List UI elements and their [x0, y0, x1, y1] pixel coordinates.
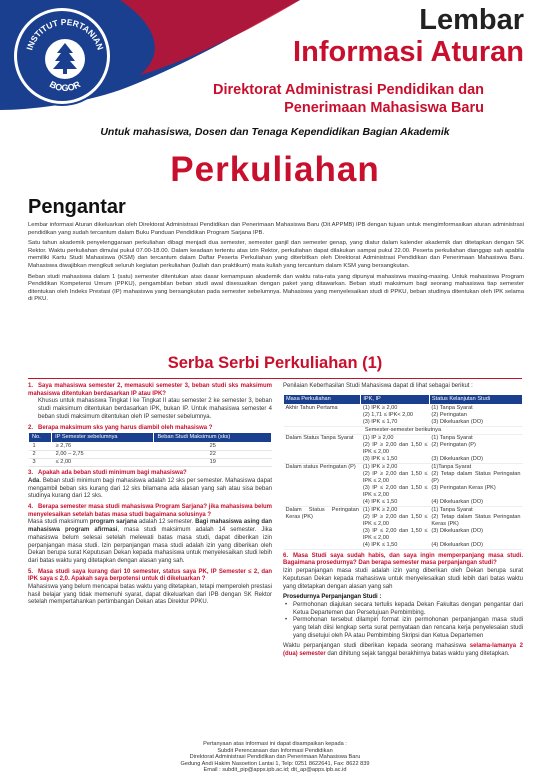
table-cell: (1) IPK ≥ 2,00 (2) 1,71 ≤ IPK< 2,00 (3) IPK ≤ 1,70	[361, 404, 430, 426]
intro-text	[28, 222, 524, 307]
table-cell: (1) Tanpa Syarat (2) Peringatan (3) Dikeluarkan (DO)	[429, 404, 522, 426]
svg-text:INSTITUT PERTANIAN: INSTITUT PERTANIAN	[24, 16, 106, 52]
table-header: IP Semester sebelumnya	[52, 433, 154, 443]
procedure-bullet: • Permohonan tersebut dilampiri format izin permohonan perpanjangan masa studi yang telah diisi lengkap serta surat pernyataan dan rencana kerja penyelesaian studi yang disetujui oleh PA atau Pembimbing Skripsi dan Ketua Departemen	[283, 617, 523, 640]
question-3: 3. Apakah ada beban studi minimum bagi mahasiswa?	[28, 470, 187, 477]
question-6: 6. Masa Studi saya sudah habis, dan saya ingin memperpanjang masa studi. Bagaimana prosedurnya? Dan berapa semester masa perpanjangan studi?	[283, 552, 523, 567]
footer-line: Gedung Andi Hakim Nasoetion Lantai 1, Telp: 0251 8622641, Fax: 8622 839	[180, 760, 370, 767]
table-row	[284, 506, 523, 549]
extension-note: Waktu perpanjangan studi diberikan kepada seorang mahasiswa selama-lamanya 2 (dua) semester dan dihitung sejak tanggal berakhirnya batas waktu yang ditetapkan.	[283, 643, 523, 658]
answer-5: Mahasiswa yang belum mencapai batas waktu yang ditetapkan, tetapi memperoleh prestasi hasil belajar yang tidak memenuhi syarat, dapat dikeluarkan dari IPB dengan SK Rektor setelah mempertahankan pertimbangan Dekan atas Direktur PPKU.	[28, 584, 272, 606]
footer-line: Subdit Perencanaan dan Informasi Pendidikan	[217, 747, 333, 754]
footer-line: Email : subdit_pip@apps.ipb.ac.id; dit_ap@apps.ipb.ac.id	[203, 767, 347, 774]
header	[0, 0, 550, 150]
table-cell: Akhir Tahun Pertama	[284, 404, 361, 426]
directorate-line2: Penerimaan Mahasiswa Baru	[284, 100, 484, 116]
right-column	[283, 383, 523, 659]
answer-1: Khusus untuk mahasiswa Tingkat I ke Tingkat II atau semester 2 ke semester 3, beban studi maksimum ditentukan berdasarkan IPK, bukan IP. Untuk mahasiswa semester 4 beban studi maksimum ditentukan oleh IP semester sebelumnya.	[38, 398, 272, 420]
table-cell: (1) IPK ≥ 2,00 (2) IP ≥ 2,00 dan 1,50 ≤ IPK ≤ 2,00 (3) IP ≤ 2,00 dan 1,50 ≤ IPK ≤ 2,00 (4) IPK ≤ 1,50	[362, 463, 428, 505]
procedure-bullet: • Permohonan diajukan secara tertulis kepada Dekan Fakultas dengan pengantar dari Ketua Departemen dan Persetujuan Pembimbing.	[283, 602, 523, 617]
table-cell: Semester-semester berikutnya	[284, 426, 523, 434]
evaluation-table	[283, 394, 523, 550]
table-cell: (1)Tanpa Syarat (2) Tetap dalam Status Peringatan (P) (3) Peringatan Keras (PK) (4) Dikeluarkan (DO)	[431, 463, 521, 505]
intro-paragraph-1: Lembar informasi Aturan dikeluarkan oleh Direktorat Administrasi Pendidikan dan Penerimaan Mahasiswa Baru (Dit APPMB) IPB dengan tujuan untuk mengimformasikan aturan administrasi pendidikan yang sudah tercantum dalam Buku Panduan Pendidikan Program Sarjana IPB.	[28, 222, 524, 236]
intro-paragraph-2: Satu tahun akademik penyelenggaraan perkuliahan dibagi menjadi dua semester, semester ganjil dan semester genap, yang diatur dalam kalender akademik dan ditetapkan dengan SK Rektor. Waktu perkuliahan dimulai pukul 07.00-18.00. Dalam keadaan tertentu atas izin Rektor, perkuliahan dapat dilakukan sampai pukul 22.00. Peserta perkuliahan dianggap sah apabila memiliki Kartu Studi Mahasiswa (KSM) dan tercantum dalam Daftar Peserta Perkuliahan yang diterbitkan oleh Direktorat Administrasi Pendidikan dan Penerimaan Mahasiswa Baru. Mahasiswa diwajibkan mengikuti seluruh kegiatan perkuliahan (kuliah dan praktikum) mata kuliah yang tercantum dalam KSM yang bersangkutan.	[28, 240, 524, 269]
intro-paragraph-3: Beban studi mahasiswa dalam 1 (satu) semester ditentukan atas dasar kemampuan akademik dan waktu rata-rata yang dipunyai mahasiswa masing-masing. Untuk mahasiswa Program Pendidikan Kompetensi Umum (PPKU), pengambilan beban studi awal disesuaikan dengan paket yang ditawarkan. Beban studi maksimum bagi seorang mahasiswa tiap semester ditentukan oleh Indeks Prestasi (IP) mahasiswa yang bersangkutan pada semester sebelumnya. Mahasiswa yang menyelesaikan studi di PPKU, beban studinya ditentukan oleh IPK selama di PKU.	[28, 273, 524, 303]
question-2: 2. Berapa maksimum sks yang harus diambil oleh mahasiswa ?	[28, 424, 213, 431]
evaluation-lead: Penilaian Keberhasilan Studi Mahasiswa dapat di lihat sebagai berikut :	[283, 383, 473, 389]
answer-6: Izin perpanjangan masa studi adalah izin yang diberikan oleh Dekan berupa surat Keputusan Dekan kepada mahasiswa untuk menyelesaikan studi lebih dari batas waktu yang ditetapkan dengan alasan yang sah	[283, 568, 523, 590]
table-cell: (1) IP ≥ 2,00 (2) IP ≥ 2,00 dan 1,50 ≤ IPK ≤ 2,00 (3) IPK ≤ 1,50	[362, 434, 428, 462]
title-line1: Lembar	[419, 4, 524, 36]
main-title: Perkuliahan	[170, 150, 380, 189]
table-header: IPK, IP	[361, 394, 430, 404]
table-row: 3 ≤ 2,00 19	[29, 459, 272, 467]
table-cell: Dalam Status Peringatan Keras (PK)	[284, 506, 361, 549]
section-divider	[28, 378, 522, 379]
table-row: 2 2,00 – 2,75 22	[29, 451, 272, 459]
intro-heading: Pengantar	[28, 196, 126, 218]
svg-text:BOGOR: BOGOR	[47, 79, 83, 93]
audience-subtitle: Untuk mahasiswa, Dosen dan Tenaga Kependidikan Bagian Akademik	[100, 126, 450, 138]
table-row: 1 ≥ 2,76 25	[29, 443, 272, 451]
table-row	[284, 434, 523, 463]
table-header: No.	[29, 433, 52, 443]
answer-4: Masa studi maksimum program sarjana adalah 12 semester. Bagi mahasiswa asing dan mahasiswa program afirmasi, masa studi maksimum adalah 14 semester. Jika mahasiswa belum selesai setelah melewati batas masa studi, dapat diberikan izin perpanjangan masa studi. Izin perpanjangan masa studi adalah izin yang diberikan oleh Dekan berupa surat Keputusan Dekan kepada mahasiswa untuk menyelesaikan studi lebih dari batas waktu yang ditetapkan dengan alasan yang sah.	[28, 519, 272, 564]
directorate-line1: Direktorat Administrasi Pendidikan dan	[213, 82, 484, 98]
study-load-table	[28, 432, 272, 467]
footer-line: Pertanyaan atas informasi ini dapat disampaikan kepada :	[203, 741, 347, 747]
table-header: Masa Perkuliahan	[284, 394, 361, 404]
table-cell: (1) Tanpa Syarat (2) Peringatan (P) (3) Dikeluarkan (DO)	[429, 434, 522, 463]
answer-3: Ada. Beban studi minimum bagi mahasiswa adalah 12 sks per semester. Mahasiswa dapat mengambil beban sks kurang dari 12 sks bilamana ada alasan yang sah atau sisa beban studinya kurang dari 12 sks.	[28, 477, 272, 500]
table-row	[284, 426, 523, 434]
table-cell: (1) IPK ≥ 2,00 (2) IP ≥ 2,00 dan 1,50 ≤ IPK ≤ 2,00 (3) IP ≤ 2,00 dan 1,50 ≤ IPK ≤ 2,00 (4) IPK ≤ 1,50	[362, 506, 428, 548]
left-column	[28, 383, 272, 607]
table-cell: Dalam status Peringatan (P)	[284, 463, 361, 506]
section-title: Serba Serbi Perkuliahan (1)	[167, 354, 383, 372]
ipb-logo	[14, 8, 110, 104]
footer-line: Direktorat Administrasi Pendidikan dan Penerimaan Mahasiswa Baru	[189, 754, 361, 761]
question-1: 1. Saya mahasiswa semester 2, memasuki semester 3, beban studi sks maksimum mahasiswa ditentukan berdasarkan IP atau IPK?	[28, 383, 272, 397]
table-row	[284, 463, 523, 506]
footer	[0, 741, 550, 774]
title-line2: Informasi Aturan	[293, 36, 524, 68]
table-header: Status Kelanjutan Studi	[429, 394, 522, 404]
table-cell: (1) Tanpa Syarat (2) Tetap dalam Status Peringatan Keras (PK) (3) Dikeluarkan (DO) (4) Dikeluarkan (DO)	[431, 506, 521, 548]
table-header: Beban Studi Maksimum (sks)	[154, 433, 272, 443]
table-row	[284, 404, 523, 426]
question-4: 4. Berapa semester masa studi mahasiswa Program Sarjana? jika mahasiswa belum menyelesaikan setelah batas masa studi bagaimana solusinya ?	[28, 504, 272, 518]
procedure-title: Prosedurnya Perpanjangan Studi :	[283, 594, 382, 601]
question-5: 5. Masa studi saya kurang dari 10 semester, status saya PK, IP Semester ≤ 2, dan IPK saya ≤ 2,0. Apakah saya berpotensi untuk di dikeluarkan ?	[28, 568, 272, 583]
table-cell: Dalam Status Tanpa Syarat	[284, 434, 361, 463]
